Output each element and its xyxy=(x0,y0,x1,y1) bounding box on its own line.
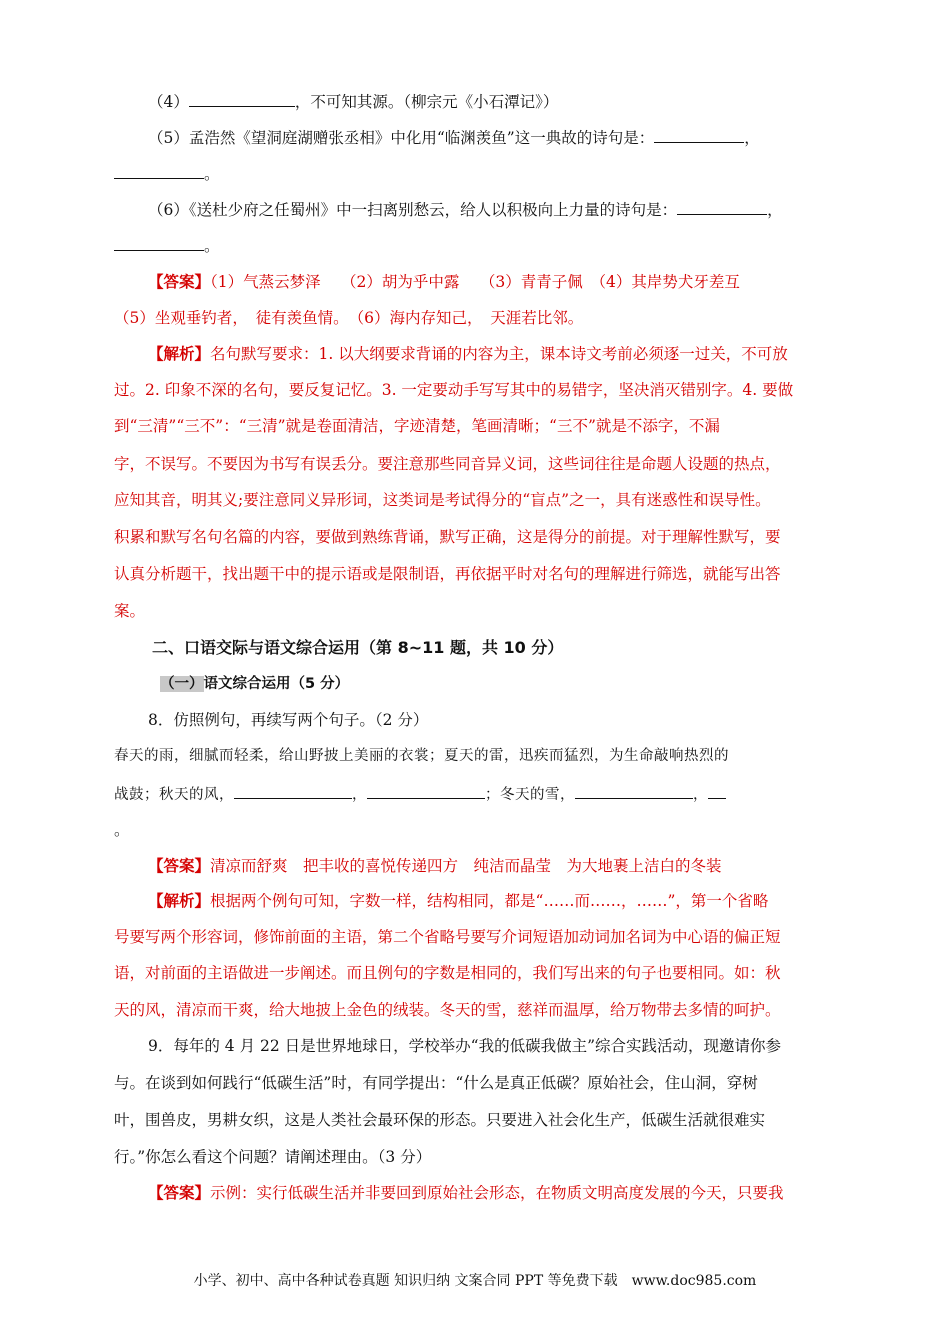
blank-line xyxy=(654,128,744,143)
question-8: 8．仿照例句，再续写两个句子。（2 分） xyxy=(148,711,429,729)
analysis-1-line: 应知其音，明其义;要注意同义异形词，这类词是考试得分的“盲点”之一，具有迷惑性和误导性。 xyxy=(114,491,771,509)
answer-8: 【答案】清凉而舒爽 把丰收的喜悦传递四方 纯洁而晶莹 为大地裹上洁白的冬装 xyxy=(148,856,722,875)
analysis-1-line: 积累和默写名句名篇的内容，要做到熟练背诵，默写正确，这是得分的前提。对于理解性默写，要 xyxy=(114,528,781,546)
analysis-8-line1: 【解析】根据两个例句可知，字数一样，结构相同，都是“……而……，……”，第一个省略 xyxy=(148,891,769,910)
question-9-line1: 9．每年的 4 月 22 日是世界地球日，学校举办“我的低碳我做主”综合实践活动，现邀请你参 xyxy=(148,1037,782,1055)
answer-9: 【答案】示例：实行低碳生活并非要回到原始社会形态，在物质文明高度发展的今天，只要我 xyxy=(148,1183,784,1202)
question-9-line: 与。在谈到如何践行“低碳生活”时，有同学提出：“什么是真正低碳？原始社会，住山洞，穿树 xyxy=(114,1074,758,1092)
question-8-example: 春天的雨，细腻而轻柔，给山野披上美丽的衣裳；夏天的雷，迅疾而猛烈，为生命敲响热烈的 xyxy=(114,748,729,764)
section-title: 二、口语交际与语文综合运用（第 8~11 题，共 10 分） xyxy=(152,638,564,657)
analysis-1-line: 过。2. 印象不深的名句，要反复记忆。3. 一定要动手写写其中的易错字，坚决消灭错别字。4. 要做 xyxy=(114,381,794,399)
question-9-line: 叶，围兽皮，男耕女织，这是人类社会最环保的形态。只要进入社会化生产，低碳生活就很难实 xyxy=(114,1111,766,1129)
answer-1-line1: 【答案】（1）气蒸云梦泽 （2）胡为乎中露 （3）青青子佩 （4）其岸势犬牙差互 xyxy=(148,272,740,291)
blank-line xyxy=(367,784,485,799)
analysis-1-line: 认真分析题干，找出题干中的提示语或是限制语，再依据平时对名句的理解进行筛选，就能写出答 xyxy=(114,565,781,583)
blank-line xyxy=(677,200,767,215)
question-8-example-cont: 战鼓；秋天的风， ， ；冬天的雪， ， xyxy=(114,784,836,805)
question-6-cont: 。 xyxy=(114,236,836,256)
blank-line xyxy=(234,784,352,799)
blank-line xyxy=(575,784,693,799)
analysis-1-line1: 【解析】名句默写要求：1. 以大纲要求背诵的内容为主，课本诗文考前必须逐一过关，不可放 xyxy=(148,344,788,363)
analysis-1-line: 到“三清”“三不”：“三清”就是卷面清洁，字迹清楚，笔画清晰；“三不”就是不添字，不漏 xyxy=(114,417,720,435)
analysis-1-line: 字，不误写。不要因为书写有误丢分。要注意那些同音异义词，这些词往往是命题人设题的热点， xyxy=(114,455,781,473)
analysis-8-line: 号要写两个形容词，修饰前面的主语，第二个省略号要写介词短语加动词加名词为中心语的偏正短 xyxy=(114,928,781,946)
question-5-cont: 。 xyxy=(114,164,836,184)
question-9-line: 行。”你怎么看这个问题？请阐述理由。（3 分） xyxy=(114,1148,432,1166)
question-8-end: 。 xyxy=(114,821,130,839)
blank-line xyxy=(708,784,726,799)
blank-line xyxy=(189,92,295,107)
question-4: （4） ，不可知其源。（柳宗元《小石潭记》） xyxy=(148,93,559,111)
question-5: （5）孟浩然《望洞庭湖赠张丞相》中化用“临渊羡鱼”这一典故的诗句是： ， xyxy=(148,129,760,147)
answer-1-line2: （5）坐观垂钓者， 徒有羡鱼情。 （6）海内存知己， 天涯若比邻。 xyxy=(114,309,584,327)
analysis-8-line: 天的风，清凉而干爽，给大地披上金色的绒装。冬天的雪，慈祥而温厚，给万物带去多情的呵护。 xyxy=(114,1001,781,1019)
page-footer: 小学、初中、高中各种试卷真题 知识归纳 文案合同 PPT 等免费下载 www.doc985.com xyxy=(193,1273,757,1289)
question-6: （6）《送杜少府之任蜀州》中一扫离别愁云，给人以积极向上力量的诗句是： ， xyxy=(148,201,783,219)
subsection-title: （一）语文综合运用（5 分） xyxy=(160,676,350,692)
analysis-1-line: 案。 xyxy=(114,602,146,620)
blank-line xyxy=(114,164,204,179)
blank-line xyxy=(114,236,204,251)
analysis-8-line: 语，对前面的主语做进一步阐述。而且例句的字数是相同的，我们写出来的句子也要相同。如：秋 xyxy=(114,964,781,982)
